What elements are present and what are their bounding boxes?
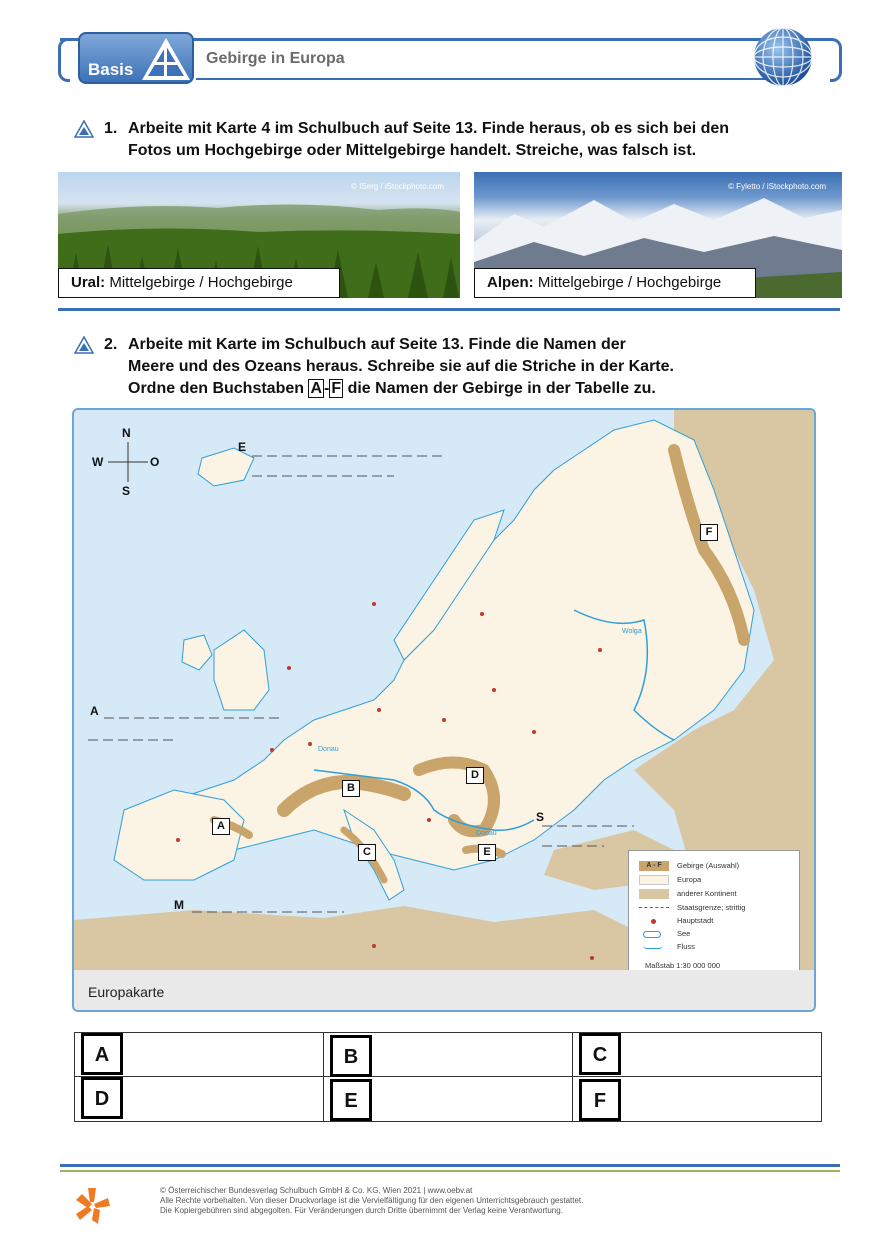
answer-cell-b[interactable]	[324, 1033, 573, 1077]
globe-icon	[752, 25, 814, 89]
legend-scale-label: Maßstab 1:30 000 000	[645, 961, 721, 970]
legend-swatch-mountains: A - F	[639, 861, 669, 871]
legend-swatch-capital	[651, 919, 656, 924]
iberia-landmass	[114, 790, 244, 880]
task-number: 1.	[104, 120, 118, 137]
ireland-landmass	[182, 635, 212, 670]
answer-letter: F	[579, 1079, 621, 1121]
task-text-fragment: die Namen der Gebirge in der Tabelle zu.	[343, 380, 656, 397]
answer-cell-f[interactable]	[573, 1077, 822, 1121]
alpen-caption	[474, 268, 756, 298]
mountain-box-a: A	[212, 818, 230, 835]
footer-line: Alle Rechte vorbehalten. Von dieser Druckvorlage ist die Vervielfältigung für den eigenen Unterrichtsgebrauch gestattet.	[160, 1196, 584, 1205]
mountain-box-d: D	[466, 767, 484, 784]
basis-label: Basis	[88, 60, 134, 79]
map-title: Europakarte	[88, 984, 165, 1000]
legend-swatch-border	[639, 907, 669, 908]
legend-label: Fluss	[677, 942, 695, 951]
task-text-line: Meere und des Ozeans heraus. Schreibe sie auf die Striche in der Karte.	[128, 358, 674, 375]
river-label-donau: Donau	[476, 830, 497, 837]
answer-cell-e[interactable]	[324, 1077, 573, 1121]
mountain-box-b: B	[342, 780, 360, 797]
compass-north: N	[122, 426, 131, 440]
photo-credit: © ISerg / iStockphoto.com	[350, 182, 444, 191]
alpen-photo	[474, 172, 842, 298]
header-rule-bottom	[196, 78, 790, 80]
legend-label: See	[677, 929, 691, 938]
legend-label: Europa	[677, 875, 702, 884]
footer-rule-blue	[60, 1164, 840, 1167]
legend-label: anderer Kontinent	[677, 889, 737, 898]
sea-label-e: E	[238, 440, 247, 454]
footer-copyright	[160, 1186, 583, 1216]
task-text-line	[128, 378, 828, 400]
task-text-line: Arbeite mit Karte im Schulbuch auf Seite 13. Finde die Namen der	[128, 336, 626, 353]
footer-line: © Österreichischer Bundesverlag Schulbuch GmbH & Co. KG, Wien 2021 | www.oebv.at	[160, 1186, 473, 1195]
sea-label-a: A	[90, 704, 99, 718]
legend-swatch-river	[643, 945, 663, 949]
letter-box-f: F	[331, 380, 342, 397]
answer-table	[74, 1032, 822, 1122]
level-triangle-icon	[74, 336, 94, 354]
africa-landmass	[74, 906, 634, 972]
legend-swatch-lake	[643, 931, 661, 938]
footer-line: Die Kopiergebühren sind abgegolten. Für Veränderungen durch Dritte übernimmt der Verlag keine Verantwortung.	[160, 1206, 563, 1215]
letter-box-a: A	[310, 380, 323, 397]
answer-letter: E	[330, 1079, 372, 1121]
header-bracket-left	[58, 38, 70, 82]
compass-rose	[108, 442, 148, 482]
header-bracket-right	[830, 38, 842, 82]
publisher-logo-icon	[72, 1186, 112, 1226]
caption-options[interactable]: Mittelgebirge / Hochgebirge	[537, 274, 722, 291]
sea-label-s: S	[536, 810, 545, 824]
mountain-box-f: F	[700, 524, 718, 541]
task-text-line: Fotos um Hochgebirge oder Mittelgebirge handelt. Streiche, was falsch ist.	[128, 142, 697, 159]
answer-cell-d[interactable]	[75, 1077, 324, 1121]
photo-credit: © Fyletto / iStockphoto.com	[728, 182, 826, 191]
task-text-fragment: Ordne den Buchstaben	[128, 380, 309, 397]
compass-west: W	[92, 455, 104, 469]
basis-badge	[78, 32, 194, 84]
mountain-box-e: E	[478, 844, 496, 861]
ural-caption	[58, 268, 340, 298]
caption-options[interactable]: Mittelgebirge / Hochgebirge	[109, 274, 293, 291]
river-label-wolga: Wolga	[622, 628, 642, 635]
task-number: 2.	[104, 336, 118, 353]
answer-letter: A	[81, 1033, 123, 1075]
compass-south: S	[122, 484, 131, 498]
task-text-fragment: -	[324, 380, 330, 397]
caption-name: Ural:	[71, 274, 106, 291]
legend-label: Hauptstadt	[677, 916, 714, 925]
river-label-donau: Donau	[318, 746, 339, 753]
answer-letter: C	[579, 1033, 621, 1075]
page-title: Gebirge in Europa	[206, 50, 345, 67]
answer-cell-c[interactable]	[573, 1033, 822, 1077]
section-divider	[58, 308, 840, 311]
legend-swatch-europe	[639, 875, 669, 885]
footer-rule-green	[60, 1170, 840, 1172]
level-triangle-icon	[140, 36, 192, 82]
europe-map	[72, 408, 816, 1012]
mountain-box-c: C	[358, 844, 376, 861]
task-text-line: Arbeite mit Karte 4 im Schulbuch auf Seite 13. Finde heraus, ob es sich bei den	[128, 120, 730, 137]
ural-photo	[58, 172, 460, 298]
legend-label: Gebirge (Auswahl)	[677, 861, 740, 870]
legend-label: Staatsgrenze; strittig	[677, 903, 746, 912]
level-triangle-icon	[74, 120, 94, 138]
answer-letter: B	[330, 1035, 372, 1077]
map-footer	[74, 970, 814, 1010]
britain-landmass	[214, 630, 269, 710]
compass-east: O	[150, 455, 160, 469]
legend-swatch-other-continent	[639, 889, 669, 899]
answer-cell-a[interactable]	[75, 1033, 324, 1077]
caption-name: Alpen:	[487, 274, 534, 291]
answer-letter: D	[81, 1077, 123, 1119]
sea-label-m: M	[174, 898, 184, 912]
